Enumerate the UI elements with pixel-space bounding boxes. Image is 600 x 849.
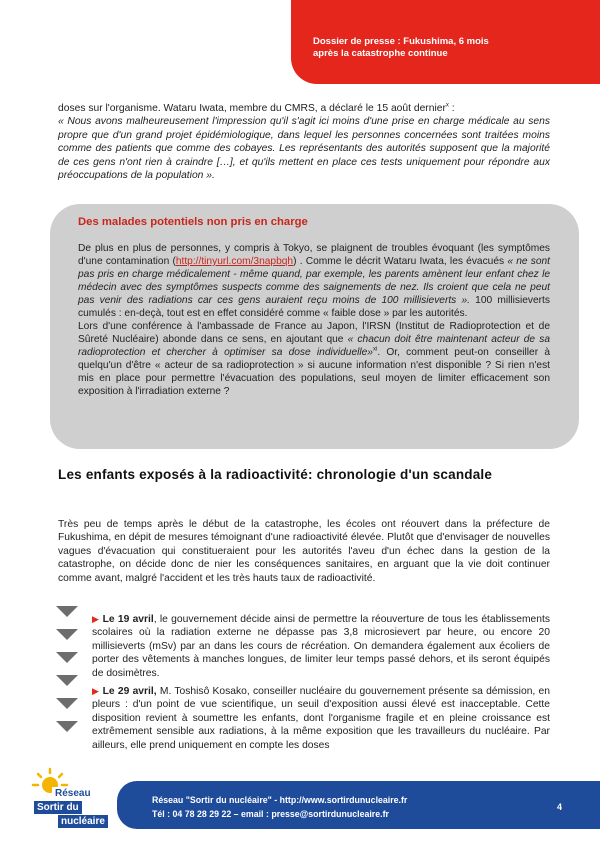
intro-lead-end: : [448,103,455,114]
tinyurl-link[interactable]: http://tinyurl.com/3napbqh [175,256,294,267]
box-p1-c: 100 millisieverts cumulés : en-deçà, tout est en effet considéré comme « faible dose » par les autorités. [78,295,550,319]
arrow-right-icon: ▶ [92,686,100,696]
chevron-down-icon [56,721,78,732]
item-date: Le 29 avril, [102,686,157,697]
intro-quote: « Nous avons malheureusement l'impression qu'il s'agit ici moins d'une prise en charge médicale au sens propre que d'un grand projet épidémiologique, dans lequel les personnes concernées sont traitées moins comme des patients que comme des cobayes. Les représentants des autorités supposent que la majorité de ces gens n'ont rien à craindre […], et qu'ils mettent en place ces tests uniquement pour répondre aux préoccupations de la population ». [58,116,550,182]
section-heading: Les enfants exposés à la radioactivité: chronologie d'un scandale [58,467,493,482]
header-title-line2: après la catastrophe continue [313,48,448,59]
chevron-down-icon [56,629,78,640]
list-item [92,685,550,752]
list-item [92,613,550,680]
header-title-line1: Dossier de presse : Fukushima, 6 mois [313,36,489,47]
box-p2-quote: « chacun doit être maintenant acteur de sa radioprotection et chercher à optimiser sa dose individuelle» [78,334,550,358]
chevron-column [56,606,78,744]
section-paragraph: Très peu de temps après le début de la catastrophe, les écoles ont réouvert dans la préfecture de Fukushima, en dépit de mesures témoignant d'une radioactivité élevée. Plutôt que d'envisager de nouvelles vagues d'évacuation qui constitueraient pour les autorités l'aveu d'un échec dans la gestion de la catastrophe, on décide donc de nier les conséquences sanitaires, en arguant que la vie doit continuer comme avant, malgré l'accident et les très hauts taux de radioactivité. [58,519,550,584]
header-banner [291,0,600,84]
logo-word-3: nucléaire [58,815,108,828]
chevron-down-icon [56,698,78,709]
box-p1-a: De plus en plus de personnes, y compris à Tokyo, se plaignent de troubles évoquant (les symptômes d'une contamination ( [78,243,550,267]
footer-bar [117,781,600,829]
box-p1-b: ) . Comme le décrit Wataru Iwata, les évacués [293,256,508,267]
logo-word-2: Sortir du [34,801,82,814]
footer-contact[interactable]: Tél : 04 78 28 29 22 – email : presse@sortirdunucleaire.fr [152,809,389,819]
chevron-down-icon [56,675,78,686]
sidebar-box [50,204,579,449]
chevron-down-icon [56,606,78,617]
box-p2-b: . Or, comment peut-on conseiller à quelqu'un d'être « acteur de sa radioprotection » si aucune information n'est disponible ? Si rien n'est mis en place pour permettre l'évacuation des populations, seul moyen de limiter efficacement son exposition à l'irradiation externe ? [78,347,550,397]
footer-website[interactable]: Réseau "Sortir du nucléaire" - http://www.sortirdunucleaire.fr [152,795,408,805]
item-date: Le 19 avril [102,614,154,625]
header-title [313,36,593,60]
logo-word-1: Réseau [52,787,94,800]
reseau-logo [30,767,122,829]
item-text: , le gouvernement décide ainsi de permettre la réouverture de tous les établissements scolaires où la radiation externe ne dépasse pas 3,8 microsievert par heure, ou encore 20 millisieverts (mSv) par an dans les cours de récréation. On demandera également aux écoliers de porter des vêtements à manches longues, de limiter leur temps passé dehors, et ils seront équipés de dosimètres. [92,614,551,679]
box-p1-quote: « ne sont pas pris en charge médicalement - même quand, par exemple, les parents amènent leur enfant chez le médecin avec des symptômes suspects comme des saignements de nez. Ils croient que cela ne peut pas venir des radiations car ces gens auraient reçu moins de 100 millisieverts ». [78,256,551,306]
page-number: 4 [556,802,562,812]
intro-lead: doses sur l'organisme. Wataru Iwata, membre du CMRS, a déclaré le 15 août dernier [58,103,446,114]
box-p2-a: Lors d'une conférence à l'ambassade de France au Japon, l'IRSN (Institut de Radioprotection et de Sûreté Nucléaire) abonde dans ce sens, en ajoutant que [78,321,550,345]
box-footnote: xi [372,346,378,353]
intro-paragraph [58,102,550,182]
intro-footnote: x [445,102,449,109]
chevron-down-icon [56,652,78,663]
item-text: M. Toshisô Kosako, conseiller nucléaire du gouvernement présente sa démission, en pleurs : d'un point de vue scientifique, un seuil d'exposition aussi élevé est inacceptable. Cette disposition revient à soumettre les enfants, dont l'organisme fragile et en pleine croissance est extrêmement sensible aux radiations, à la même exposition que les travailleurs du nucléaire. Par ailleurs, elle prend uniquement en compte les doses [92,686,550,751]
box-text [78,242,550,398]
box-title: Des malades potentiels non pris en charge [78,216,308,228]
arrow-right-icon: ▶ [92,614,100,624]
